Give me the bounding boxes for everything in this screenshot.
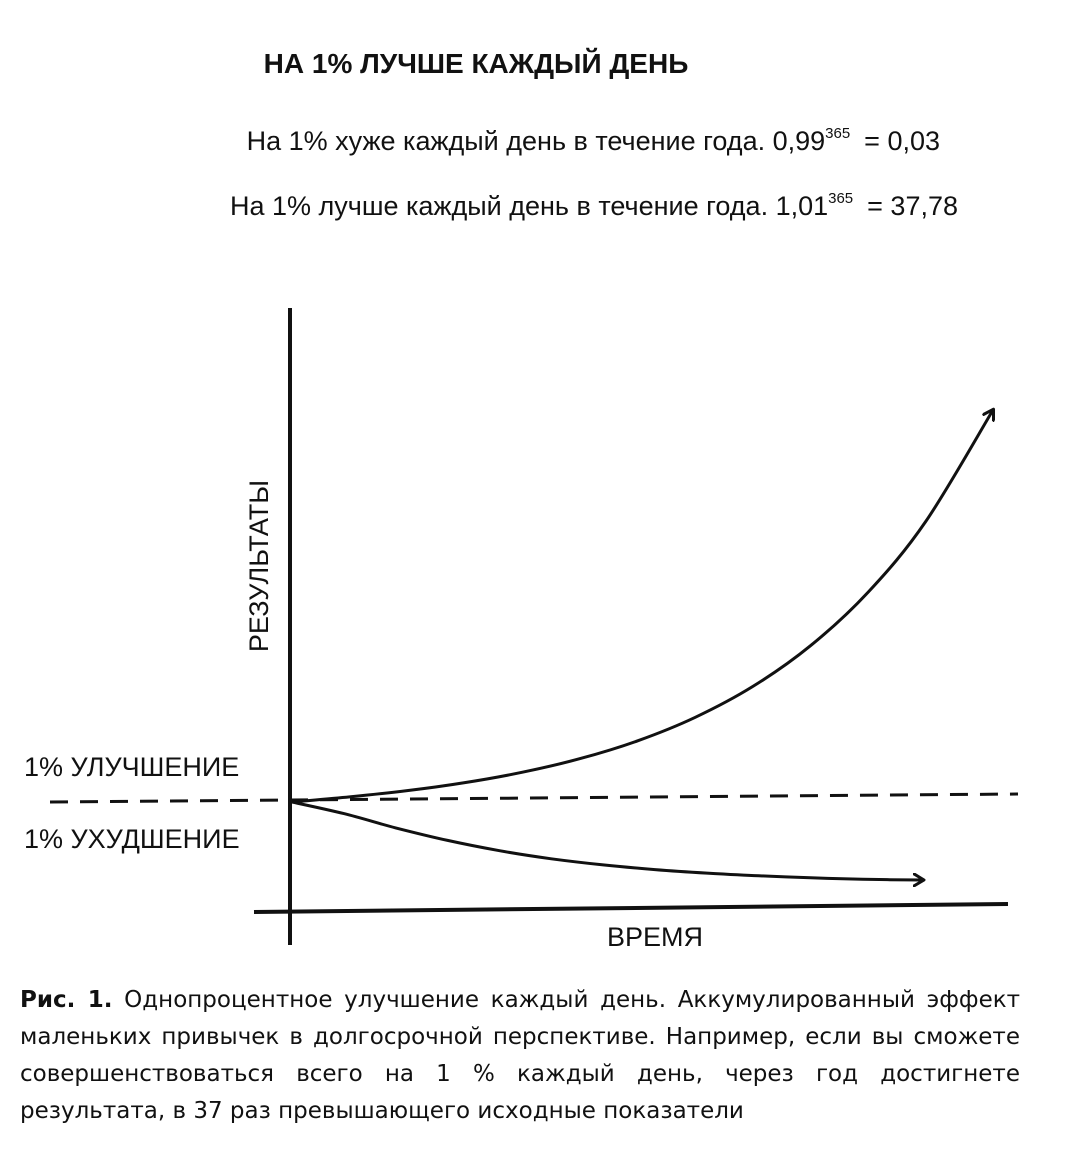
formula-worse-exponent: 365 [825,125,851,142]
x-axis [254,904,1008,912]
x-axis-label: ВРЕМЯ [606,922,704,952]
y-axis-label: РЕЗУЛЬТАТЫ [244,479,274,653]
formula-better-text: На 1% лучше каждый день в течение года. 1,01 [229,191,829,221]
series-layer [292,410,993,880]
improvement-curve [292,410,993,802]
baseline-label-above: 1% УЛУЧШЕНИЕ [24,752,240,782]
formula-worse-result: = 0,03 [864,126,940,156]
chart-title: НА 1% ЛУЧШЕ КАЖДЫЙ ДЕНЬ [263,48,689,79]
caption-label: Рис. 1. [20,987,113,1013]
baseline-label-below: 1% УХУДШЕНИЕ [24,824,240,854]
formula-worse-text: На 1% хуже каждый день в течение года. 0,99 [246,126,826,156]
formula-better-exponent: 365 [828,190,854,207]
formula-better-result: = 37,78 [867,191,958,221]
figure-caption [20,982,1020,1130]
decline-curve [292,802,923,880]
caption-text: Однопроцентное улучшение каждый день. Аккумулированный эффект маленьких привычек в долгосрочной перспективе. Например, если вы сможете совершенствоваться всего на 1 % каждый день, через год достигнете результата, в 37 раз превышающего исходные показатели [20,987,1021,1124]
formula-better [230,190,958,221]
formula-worse [247,125,940,156]
baseline [50,794,1018,802]
